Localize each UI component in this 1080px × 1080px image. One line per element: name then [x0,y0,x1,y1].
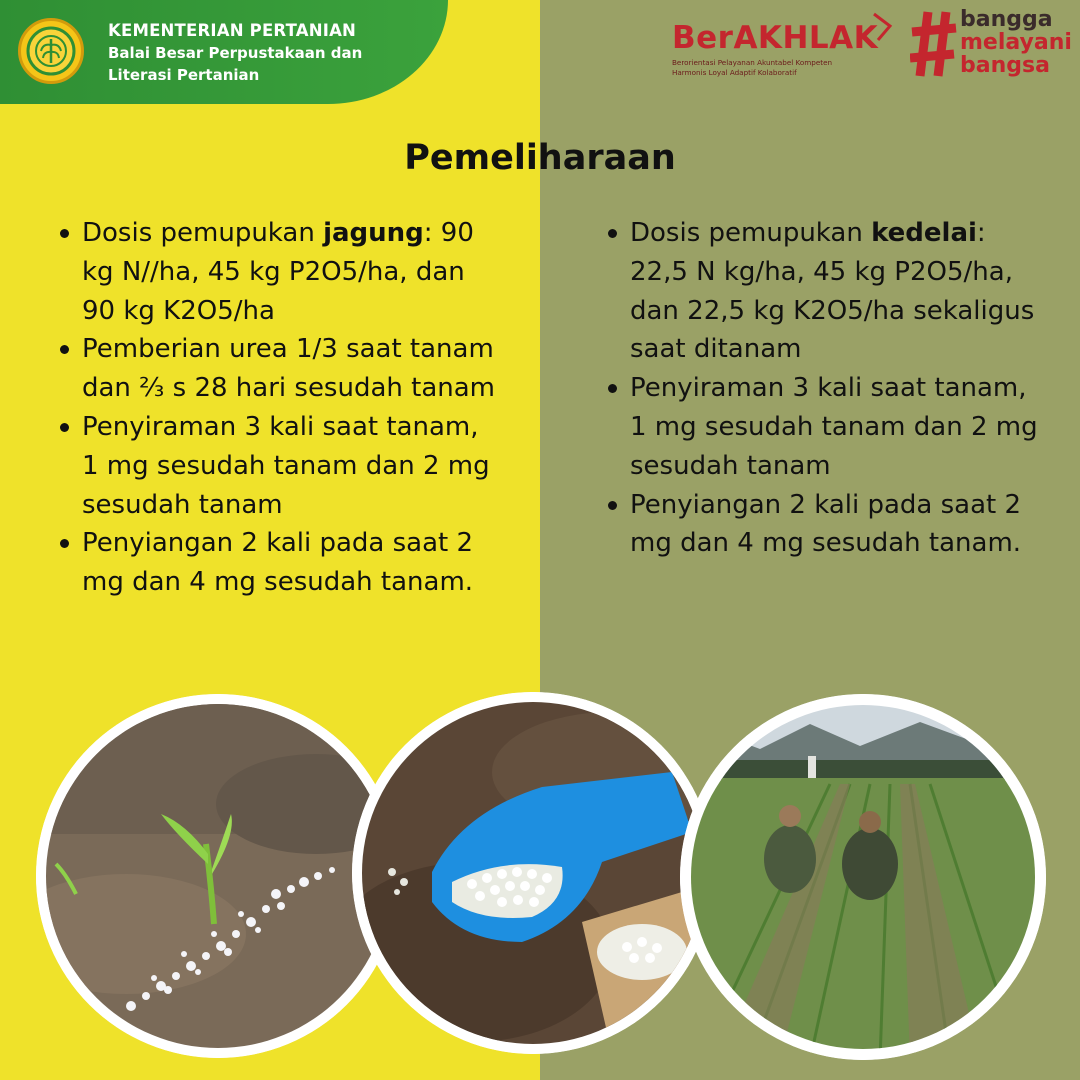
crop-name-kedelai: kedelai [871,218,977,248]
berakhlak-tagline-1: Berorientasi Pelayanan Akuntabel Kompeten [672,58,833,67]
bullet-icon [60,229,69,238]
hashtag-icon [910,8,958,80]
list-item-text: Dosis pemupukan [82,218,324,248]
list-item [608,486,1048,564]
kedelai-maintenance-list [608,214,1048,563]
list-item [60,330,500,408]
org-subtitle-line-1: Balai Besar Perpustakaan dan [108,44,363,62]
jagung-maintenance-list [60,214,500,602]
list-item [60,408,500,524]
bangga-line-1: bangga [960,7,1053,32]
bangga-line-2: melayani [960,30,1072,55]
bullet-icon [608,384,617,393]
list-item-text: : 90 kg N//ha, 45 kg P2O5/ha, dan 90 kg K2O5/ha [82,218,474,326]
list-item-text: : 22,5 N kg/ha, 45 kg P2O5/ha, dan 22,5 kg K2O5/ha sekaligus saat ditanam [630,218,1035,365]
page-title: Pemeliharaan [404,138,676,178]
list-item-text: Pemberian urea 1/3 saat tanam dan ⅔ s 28 hari sesudah tanam [82,334,496,404]
crop-name-jagung: jagung [323,218,424,248]
berakhlak-tagline-2: Harmonis Loyal Adaptif Kolaboratif [672,68,797,77]
bangga-melayani-bangsa-logo [910,6,1080,82]
bullet-icon [60,345,69,354]
gloved-hand-fertilizer-photo [352,692,714,1054]
list-item [60,524,500,602]
list-item-text: Penyiangan 2 kali pada saat 2 mg dan 4 mg sesudah tanam. [82,528,474,598]
list-item [608,214,1048,369]
bullet-icon [60,423,69,432]
berakhlak-wordmark: BerAKHLAK [672,20,879,56]
list-item-text: Dosis pemupukan [630,218,872,248]
list-item [60,214,500,330]
berakhlak-logo [672,18,894,78]
list-item-text: Penyiangan 2 kali pada saat 2 mg dan 4 mg sesudah tanam. [630,489,1022,559]
bullet-icon [608,229,617,238]
list-item-text: Penyiraman 3 kali saat tanam, 1 mg sesudah tanam dan 2 mg sesudah tanam [630,373,1038,481]
swoosh-icon [870,12,896,42]
org-name-block [108,20,362,86]
list-item [608,369,1048,485]
ministry-emblem-icon [18,18,84,84]
bangga-line-3: bangsa [960,53,1050,78]
farmers-field-photo [680,694,1046,1060]
org-subtitle-line-2: Literasi Pertanian [108,66,260,84]
list-item-text: Penyiraman 3 kali saat tanam, 1 mg sesudah tanam dan 2 mg sesudah tanam [82,411,490,520]
bullet-icon [608,501,617,510]
org-title: KEMENTERIAN PERTANIAN [108,21,357,40]
bullet-icon [60,539,69,548]
seedling-fertilizer-photo [36,694,400,1058]
